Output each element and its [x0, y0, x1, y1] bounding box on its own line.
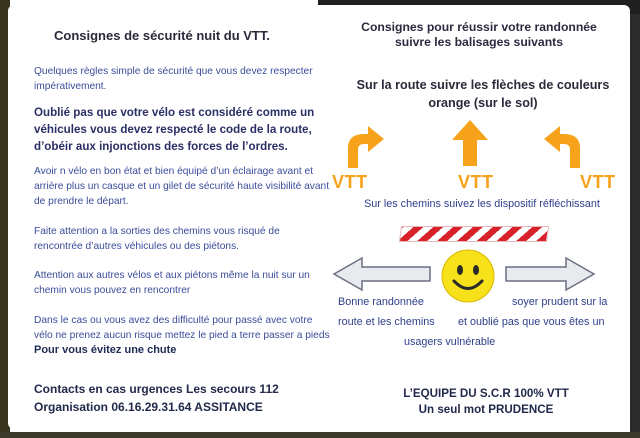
route-chemins-text: route et les chemins: [338, 316, 435, 328]
vtt-label-right: VTT: [580, 172, 616, 192]
paragraph-exits: Faite attention a la sorties des chemins vous risqué de rencontrée d’autres véhicules ou des piétons.: [34, 226, 280, 252]
paragraph-rules: Quelques règles simple de sécurité que vous devez respecter impérativement.: [34, 66, 313, 92]
prudence-motto: Un seul mot PRUDENCE: [418, 403, 554, 416]
paragraph-difficulty: [34, 313, 330, 358]
right-title-line1: Consignes pour réussir votre randonnée: [361, 20, 597, 34]
frame-bottom-edge: [0, 432, 640, 438]
difficulty-text: Dans le cas ou vous avez des difficulté pour passé avec votre vélo ne prenez aucun risque mettez le pied a terre passer a pieds: [34, 315, 330, 341]
arrow-turn-left-icon: [540, 122, 588, 170]
paragraph-code-route: Oublié pas que votre vélo est considéré comme un véhicules vous devez respecté le code de la route, d’obéir aux injonctions des forces de l’ordres.: [34, 106, 315, 153]
right-title: [338, 20, 620, 50]
orange-arrows-instruction: [338, 76, 628, 112]
right-title-line2: suivre les balisages suivants: [394, 35, 563, 49]
arrow-right-icon: [504, 256, 596, 292]
arrow-left-icon: [332, 256, 432, 292]
frame-right-edge: [630, 0, 640, 438]
usagers-vulnerable-text: usagers vulnérable: [404, 336, 496, 348]
vtt-label-left: VTT: [332, 172, 368, 192]
arrow-straight-up-icon: [450, 118, 490, 168]
contacts-organisation: Organisation 06.16.29.31.64 ASSITANCE: [34, 400, 263, 414]
team-name: L’EQUIPE DU S.C.R 100% VTT: [403, 387, 569, 400]
left-title: Consignes de sécurité nuit du VTT.: [54, 28, 270, 43]
orange-line2: orange (sur le sol): [428, 96, 538, 110]
paragraph-equipment: Avoir n vélo en bon état et bien équipé d’un éclairage avant et arrière plus un casque et un gilet de sécurité haute visibilité avant de prendre le départ.: [34, 166, 330, 207]
orange-line1: Sur la route suivre les flèches de couleurs: [356, 78, 610, 92]
soyer-prudent-text: soyer prudent sur la: [512, 296, 608, 308]
arrow-turn-right-icon: [340, 122, 388, 170]
bonne-randonnee-text: Bonne randonnée: [338, 296, 424, 308]
team-footer: [360, 386, 612, 418]
reflective-stripe: [399, 226, 549, 242]
smiley-face-icon: [440, 248, 496, 304]
reflective-instruction: Sur les chemins suivez les dispositif réfléchissant: [364, 198, 600, 210]
difficulty-strong-text: Pour vous évitez une chute: [34, 344, 177, 356]
contacts-emergency: Contacts en cas urgences Les secours 112: [34, 382, 279, 396]
vtt-label-center: VTT: [458, 172, 494, 192]
paragraph-attention: Attention aux autres vélos et aux piétons même la nuit sur un chemin vous pouvez en rencontrer: [34, 270, 310, 296]
oublie-pas-text: et oublié pas que vous êtes un: [458, 316, 605, 328]
